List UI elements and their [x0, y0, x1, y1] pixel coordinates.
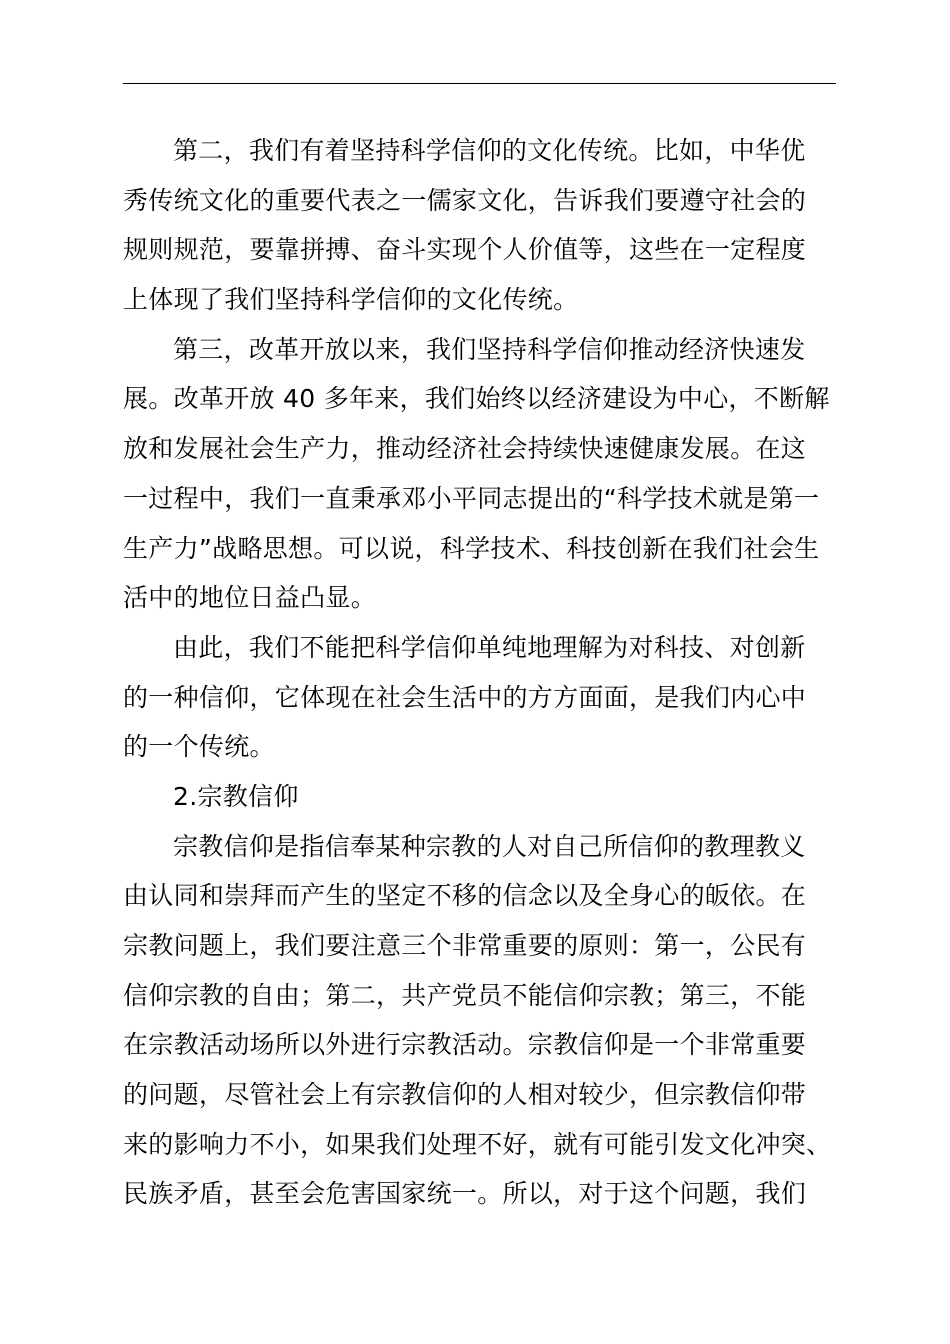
header-rule: [123, 83, 836, 84]
section-heading: 2.宗教信仰: [173, 781, 299, 811]
text-line: 的一个传统。: [123, 732, 275, 762]
text-line: 一过程中，我们一直秉承邓小平同志提出的“科学技术就是第一: [123, 483, 820, 513]
text-line: 在宗教活动场所以外进行宗教活动。宗教信仰是一个非常重要: [123, 1030, 807, 1060]
text-line: 的问题，尽管社会上有宗教信仰的人相对较少，但宗教信仰带: [123, 1080, 807, 1110]
text-line: 展。改革开放 40 多年来，我们始终以经济建设为中心，不断解: [123, 384, 830, 414]
text-line: 来的影响力不小，如果我们处理不好，就有可能引发文化冲突、: [123, 1129, 832, 1159]
text-line: 宗教信仰是指信奉某种宗教的人对自己所信仰的教理教义: [173, 831, 806, 861]
text-line: 的一种信仰，它体现在社会生活中的方方面面，是我们内心中: [123, 682, 807, 712]
text-line: 上体现了我们坚持科学信仰的文化传统。: [123, 285, 579, 315]
text-line: 生产力”战略思想。可以说，科学技术、科技创新在我们社会生: [123, 533, 820, 563]
text-line: 信仰宗教的自由；第二，共产党员不能信仰宗教；第三，不能: [123, 980, 807, 1010]
text-line: 活中的地位日益凸显。: [123, 583, 377, 613]
text-line: 由此，我们不能把科学信仰单纯地理解为对科技、对创新: [173, 632, 806, 662]
text-line: 秀传统文化的重要代表之一儒家文化，告诉我们要遵守社会的: [123, 185, 807, 215]
text-line: 民族矛盾，甚至会危害国家统一。所以，对于这个问题，我们: [123, 1179, 807, 1209]
document-body: [123, 126, 843, 1219]
text-line: 规则规范，要靠拼搏、奋斗实现个人价值等，这些在一定程度: [123, 235, 807, 265]
text-line: 放和发展社会生产力，推动经济社会持续快速健康发展。在这: [123, 434, 807, 464]
text-line: 由认同和崇拜而产生的坚定不移的信念以及全身心的皈依。在: [123, 881, 807, 911]
text-line: 第三，改革开放以来，我们坚持科学信仰推动经济快速发: [173, 334, 806, 364]
text-line: 第二，我们有着坚持科学信仰的文化传统。比如，中华优: [173, 136, 806, 165]
text-line: 宗教问题上，我们要注意三个非常重要的原则：第一，公民有: [123, 931, 807, 960]
